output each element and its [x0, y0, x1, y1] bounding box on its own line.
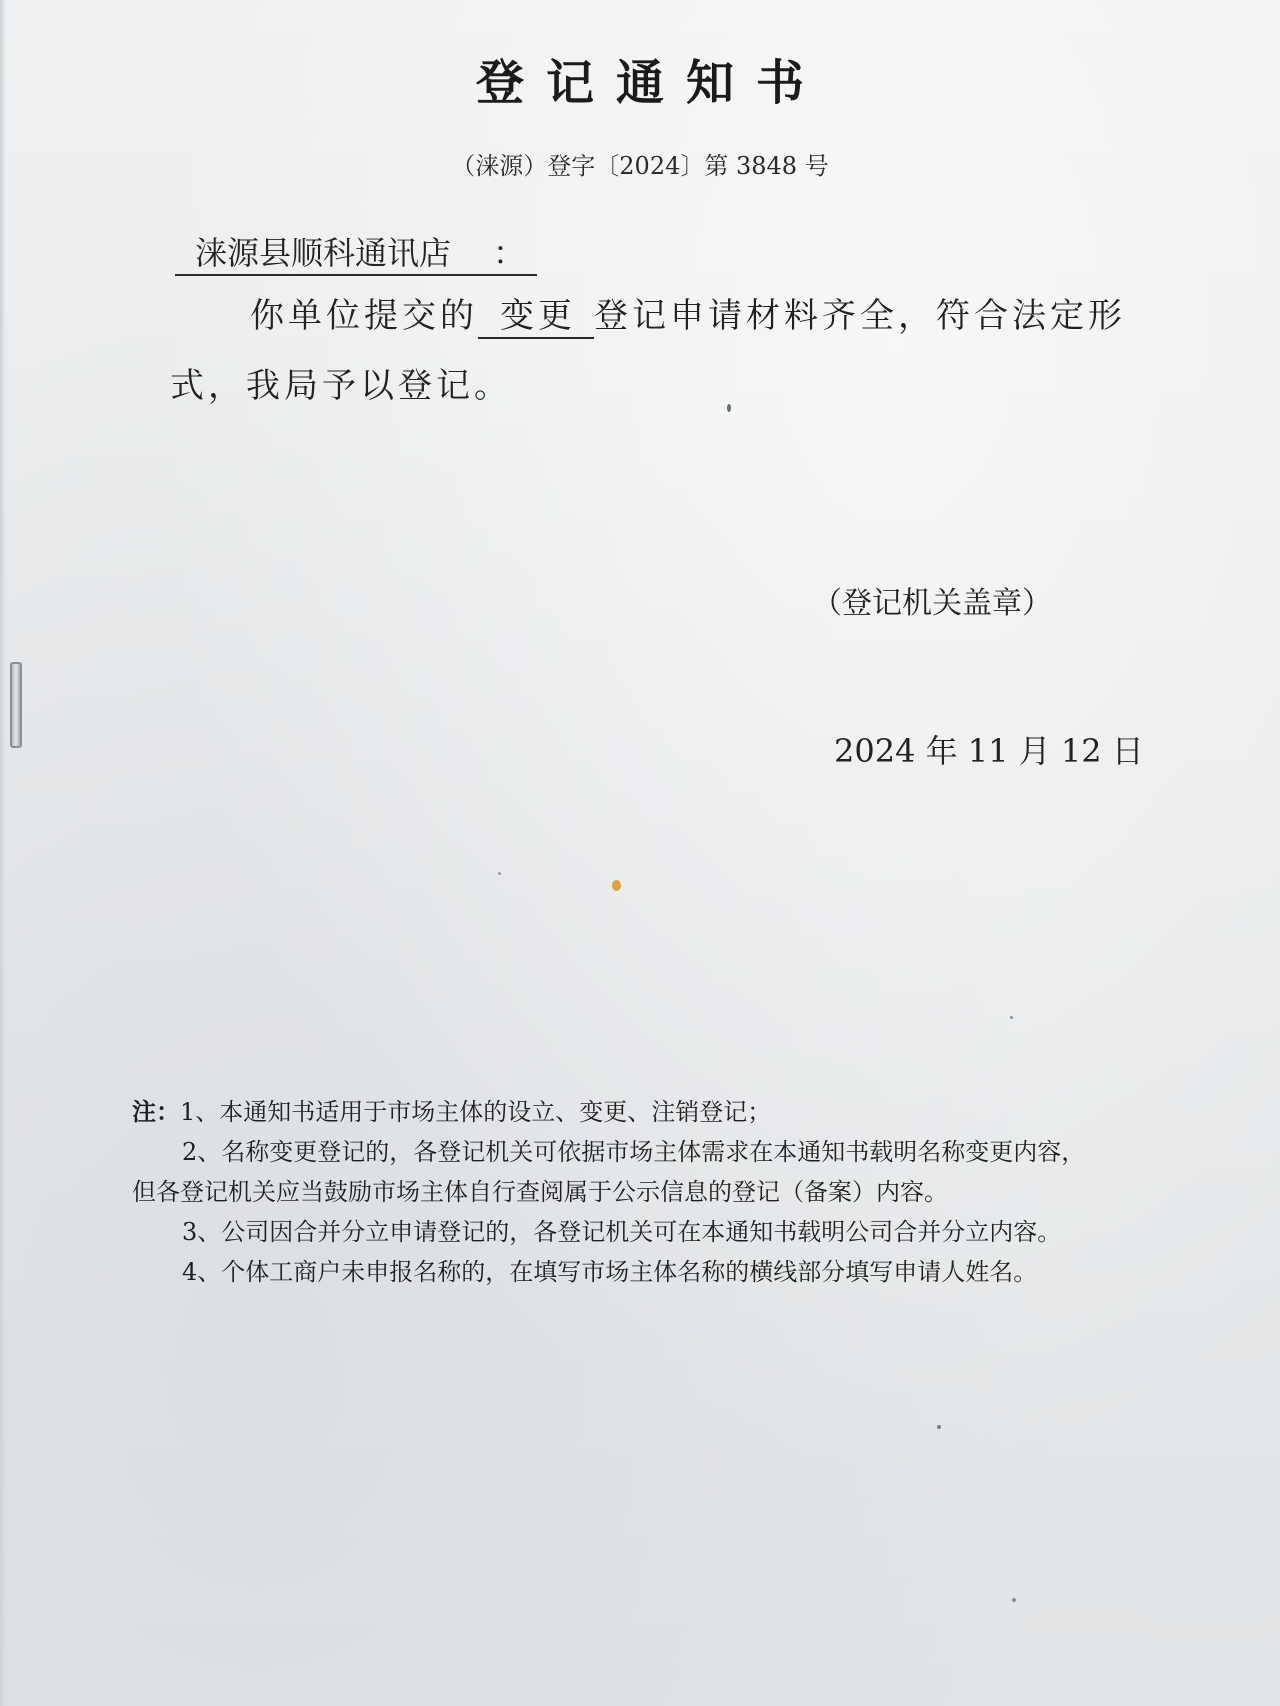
- addressee-colon: ：: [465, 228, 537, 276]
- document-title: 登记通知书: [475, 55, 826, 111]
- body-line-1: [250, 288, 1126, 339]
- paper-speck: [727, 404, 731, 412]
- note-text: 1、本通知书适用于市场主体的设立、变更、注销登记；: [180, 1098, 772, 1126]
- note-item-2-continued: 但各登记机关应当鼓励市场主体自行查阅属于公示信息的登记（备案）内容。: [132, 1178, 948, 1206]
- staple: [10, 662, 22, 748]
- body-line-2: 式，我局予以登记。: [170, 366, 512, 406]
- paper-edge-shadow: [0, 0, 6, 1706]
- addressee-name: 涞源县顺科通讯店: [175, 228, 465, 276]
- notes-lead: 注：: [132, 1097, 180, 1126]
- paper-speck: [937, 1425, 941, 1429]
- paper-speck: [1010, 1016, 1013, 1019]
- note-item-2: 2、名称变更登记的，各登记机关可依据市场主体需求在本通知书载明名称变更内容，: [182, 1138, 1086, 1166]
- paper-speck: [612, 880, 621, 891]
- issue-date: 2024 年 11 月 12 日: [834, 732, 1144, 770]
- notes-section: [132, 1092, 1192, 1292]
- paper-speck: [1012, 1598, 1016, 1602]
- registration-type-blank: 变更: [478, 288, 594, 339]
- addressee-line: [175, 228, 537, 276]
- body-prefix: 你单位提交的: [250, 296, 478, 336]
- paper-speck: [498, 872, 501, 875]
- body-suffix: 登记申请材料齐全，符合法定形: [594, 296, 1126, 336]
- note-item-4: 4、个体工商户未申报名称的，在填写市场主体名称的横线部分填写申请人姓名。: [182, 1258, 1038, 1286]
- note-item-3: 3、公司因合并分立申请登记的，各登记机关可在本通知书载明公司合并分立内容。: [182, 1218, 1062, 1246]
- seal-note: （登记机关盖章）: [812, 586, 1052, 621]
- note-item-1: [132, 1092, 1192, 1132]
- document-number: （涞源）登字〔2024〕第 3848 号: [451, 152, 829, 180]
